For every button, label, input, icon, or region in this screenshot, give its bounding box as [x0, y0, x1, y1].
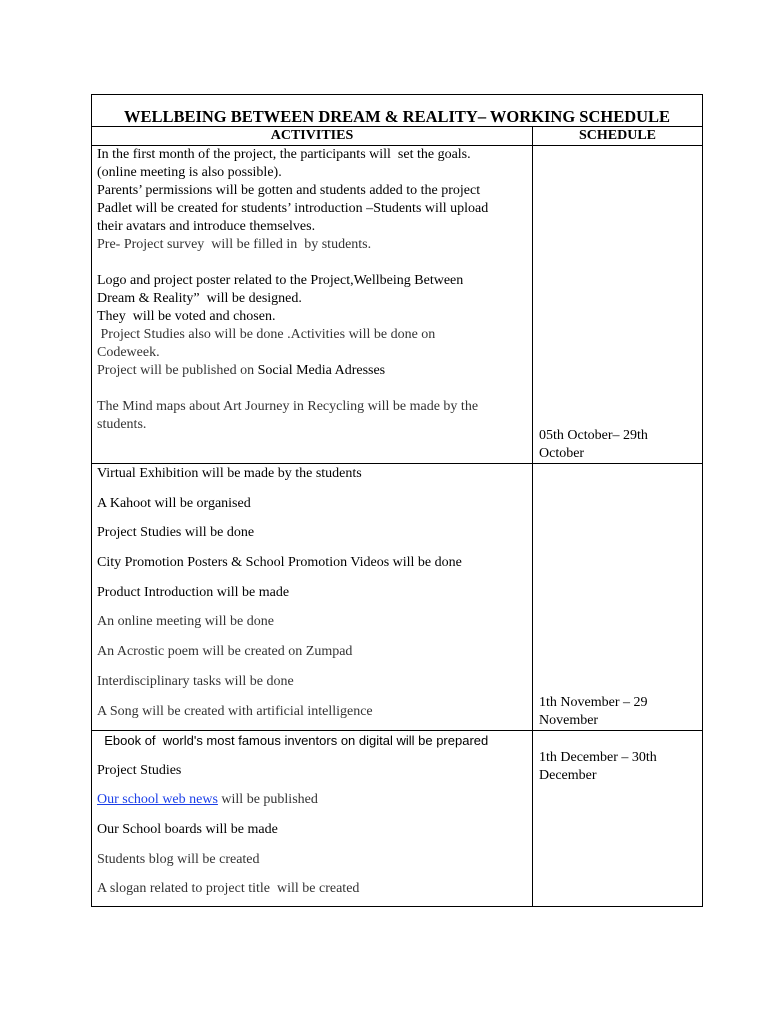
activity-line: Our School boards will be made [97, 822, 278, 838]
social-media-text: Social Media Adresses [257, 363, 386, 378]
activity-line [97, 791, 528, 809]
activity-line: City Promotion Posters & School Promotion Videos will be done [97, 555, 462, 571]
activity-line: An online meeting will be done [97, 614, 274, 630]
activity-line: Padlet will be created for students’ introduction –Students will upload [97, 201, 489, 216]
schedule-date [539, 694, 698, 730]
schedule-date-line: 1th November – 29 [539, 695, 648, 710]
activity-line: A Song will be created with artificial intelligence [97, 703, 373, 719]
activity-line: They will be voted and chosen. [97, 309, 276, 324]
activity-line: Project Studies [97, 762, 182, 778]
activity-line: Ebook of world's most famous inventors on digital will be prepared [97, 733, 489, 748]
blank-line [97, 380, 528, 398]
published-on-text: Project will be published on [97, 363, 258, 378]
table-row-november [92, 464, 703, 731]
activity-line: Parents’ permissions will be gotten and students added to the project [97, 183, 481, 198]
blank-line [97, 254, 528, 272]
activity-line: Product Introduction will be made [97, 584, 290, 600]
activity-line: The Mind maps about Art Journey in Recycling will be made by the [97, 399, 479, 414]
will-be-published-text: will be published [217, 792, 318, 808]
activity-line: Pre- Project survey will be filled in by students. [97, 237, 372, 252]
activity-line: A slogan related to project title will be created [97, 881, 360, 897]
activity-line: Virtual Exhibition will be made by the students [97, 466, 362, 481]
activity-line: Codeweek. [97, 345, 160, 360]
schedule-date-line: October [539, 446, 585, 461]
schedule-table [91, 94, 703, 907]
schedule-date [539, 427, 698, 463]
schedule-header: SCHEDULE [533, 127, 703, 146]
schedule-cell [533, 464, 703, 731]
schedule-date-line: December [539, 768, 597, 783]
activity-line: Dream & Reality” will be designed. [97, 291, 302, 306]
schedule-date-line: November [539, 713, 599, 728]
activity-line: A Kahoot will be organised [97, 495, 251, 511]
activity-line: Project Studies also will be done .Activities will be done on [97, 327, 436, 342]
schedule-cell [533, 731, 703, 907]
activity-line: Interdisciplinary tasks will be done [97, 673, 294, 689]
activity-line: Logo and project poster related to the Project,Wellbeing Between [97, 273, 464, 288]
activity-line: Students blog will be created [97, 851, 260, 867]
table-row-october [92, 146, 703, 464]
activity-line: (online meeting is also possible). [97, 165, 282, 180]
activity-line: their avatars and introduce themselves. [97, 219, 316, 234]
activities-cell [92, 146, 533, 464]
schedule-date-line: 05th October– 29th [539, 428, 648, 443]
school-web-news-link[interactable]: Our school web news [97, 792, 218, 808]
activity-line: An Acrostic poem will be created on Zumpad [97, 644, 353, 660]
activities-cell [92, 731, 533, 907]
activity-line: students. [97, 417, 147, 432]
document-title: WELLBEING BETWEEN DREAM & REALITY– WORKING SCHEDULE [92, 95, 703, 127]
table-row-december [92, 731, 703, 907]
activity-line [97, 362, 528, 380]
schedule-cell [533, 146, 703, 464]
schedule-date-line: 1th December – 30th [539, 750, 657, 765]
activities-cell [92, 464, 533, 731]
activity-line: Project Studies will be done [97, 525, 255, 541]
activity-line: In the first month of the project, the participants will set the goals. [97, 147, 471, 162]
activities-header: ACTIVITIES [92, 127, 533, 146]
